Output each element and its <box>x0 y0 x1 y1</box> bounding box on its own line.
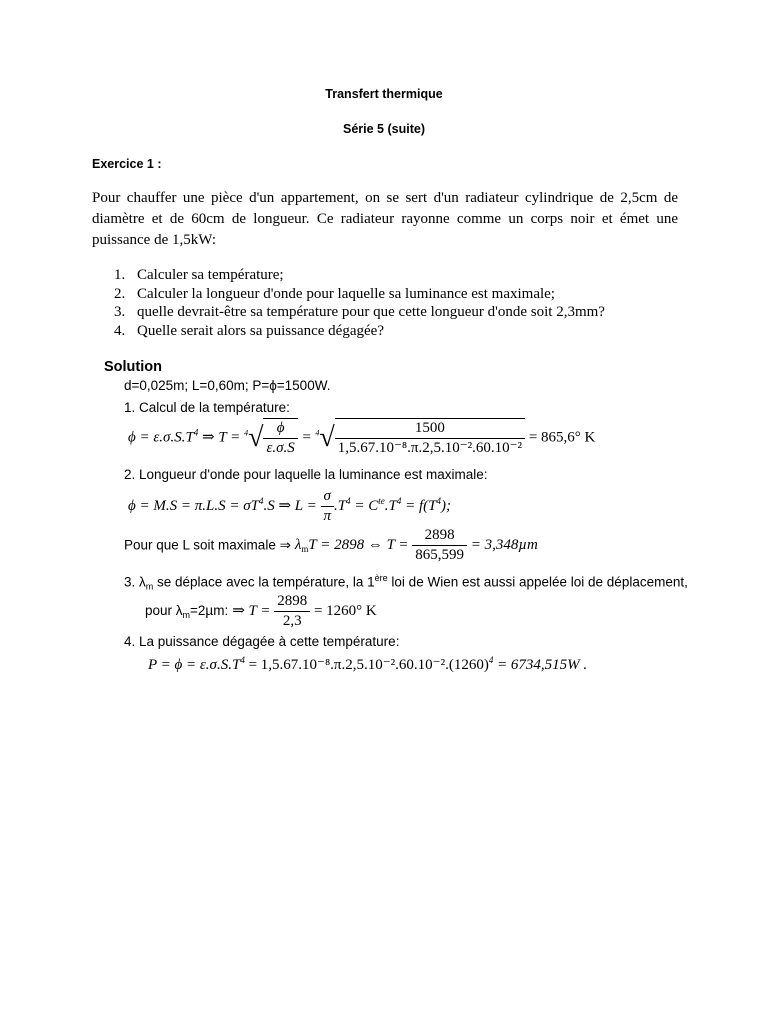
fraction <box>263 418 297 458</box>
solution-given: d=0,025m; L=0,60m; P=ϕ=1500W. <box>124 378 331 393</box>
equation-result: = 3,348µm <box>470 536 538 553</box>
fraction-denominator: 1,5.67.10⁻⁸.π.2,5.10⁻².60.10⁻² <box>337 440 523 456</box>
fraction <box>274 592 310 631</box>
fraction-numerator: σ <box>321 487 335 507</box>
exponent: 4 <box>436 495 441 506</box>
document-subtitle: Série 5 (suite) <box>343 122 425 136</box>
question-text: Quelle serait alors sa puissance dégagée? <box>137 322 384 339</box>
fraction-denominator: 2,3 <box>282 613 302 629</box>
step-4-equation <box>148 655 587 674</box>
exercise-intro: Pour chauffer une pièce d'un appartement, on se sert d'un radiateur cylindrique de 2,5cm de diamètre et de 60cm de longueur. Ce radiateur rayonne comme un corps noir et émet une puissance de 1,5kW: <box>92 190 678 248</box>
equation-part: ⇒ T = <box>232 602 275 619</box>
equation-result: = 1260° K <box>313 602 377 619</box>
label-part: pour λ <box>145 603 183 618</box>
fraction-numerator: 2898 <box>274 592 310 612</box>
equation-part: = <box>301 429 316 446</box>
exponent: 4 <box>258 495 264 506</box>
solution-heading: Solution <box>104 359 162 375</box>
list-item <box>92 303 605 322</box>
equation-part: = f(T <box>401 497 437 514</box>
exponent: 4 <box>193 427 199 438</box>
exponent: te <box>378 495 385 506</box>
fraction-denominator: 865,599 <box>415 547 465 563</box>
list-item <box>92 266 605 285</box>
equation-part: ϕ = ε.σ.S.T <box>128 429 194 446</box>
document-title: Transfert thermique <box>325 87 443 101</box>
step-3-label <box>124 573 688 592</box>
step-3-line <box>145 592 377 631</box>
list-item <box>92 285 605 304</box>
fraction-denominator: ε.σ.S <box>266 440 295 456</box>
equation-result: = 865,6° K <box>528 429 596 446</box>
exponent: 4 <box>396 495 402 506</box>
exponent: 4 <box>346 495 351 506</box>
label-part: loi de Wien est aussi appelée loi de déplacement, <box>387 574 688 590</box>
subscript: m <box>182 610 191 620</box>
step-2b-equation <box>294 527 538 563</box>
step-1-equation <box>128 418 595 458</box>
label-part: =2µm: <box>190 603 229 618</box>
equation-part: = C <box>350 497 379 514</box>
step-1-label: 1. Calcul de la température: <box>124 400 290 415</box>
radical-sign: √ <box>319 422 335 453</box>
equation-part: T = 2898 ⇔ T = <box>308 536 413 553</box>
question-text: quelle devrait-être sa température pour que cette longueur d'onde soit 2,3mm? <box>137 304 605 320</box>
fraction <box>321 487 335 526</box>
question-text: Calculer sa température; <box>137 267 284 283</box>
exponent: 4 <box>488 655 494 665</box>
list-item <box>92 322 605 341</box>
fraction-denominator: π <box>323 508 332 524</box>
equation-part: P = ϕ = ε.σ.S.T <box>148 657 241 673</box>
question-number: 1. <box>114 267 126 283</box>
fraction-numerator: ϕ <box>263 419 297 439</box>
question-list <box>92 266 605 340</box>
equation-part: ⇒ T = <box>202 429 245 446</box>
subscript: m <box>145 581 154 592</box>
equation-part: = 1,5.67.10⁻⁸.π.2,5.10⁻².60.10⁻².(1260) <box>244 657 489 673</box>
step-3-equation <box>232 593 377 629</box>
exponent: 4 <box>240 655 245 665</box>
question-number: 4. <box>114 322 126 339</box>
equation-part: .T <box>334 497 347 514</box>
question-number: 3. <box>114 304 126 320</box>
step-4-label: 4. La puissance dégagée à cette température: <box>124 634 400 649</box>
label-part: 3. λ <box>124 574 146 590</box>
question-number: 2. <box>114 285 126 302</box>
equation-part: .T <box>384 497 397 514</box>
fraction <box>412 526 467 565</box>
step-2b-line <box>124 526 538 565</box>
fraction-numerator: 2898 <box>412 526 467 546</box>
step-2-equation <box>128 487 451 526</box>
equation-part: .S ⇒ L = <box>263 497 321 514</box>
equation-part: ϕ = M.S = π.L.S = σT <box>128 497 259 514</box>
equation-part: ); <box>440 497 451 514</box>
subscript: m <box>301 543 309 554</box>
step-2b-text: Pour que L soit maximale ⇒ <box>124 537 291 553</box>
step-3-condition <box>145 603 228 618</box>
radical-sign: √ <box>248 422 264 453</box>
fraction <box>335 418 525 458</box>
equation-result: = 6734,515W . <box>493 657 588 673</box>
superscript: ère <box>374 573 388 583</box>
label-part: se déplace avec la température, la 1 <box>153 574 375 590</box>
step-2-label: 2. Longueur d'onde pour laquelle la luminance est maximale: <box>124 467 488 482</box>
fraction-numerator: 1500 <box>335 419 525 439</box>
question-text: Calculer la longueur d'onde pour laquelle sa luminance est maximale; <box>137 285 555 302</box>
equation-part: λ <box>294 536 302 553</box>
root-index: 4 <box>244 428 249 438</box>
root-index: 4 <box>315 428 320 438</box>
exercise-heading: Exercice 1 : <box>92 157 162 171</box>
